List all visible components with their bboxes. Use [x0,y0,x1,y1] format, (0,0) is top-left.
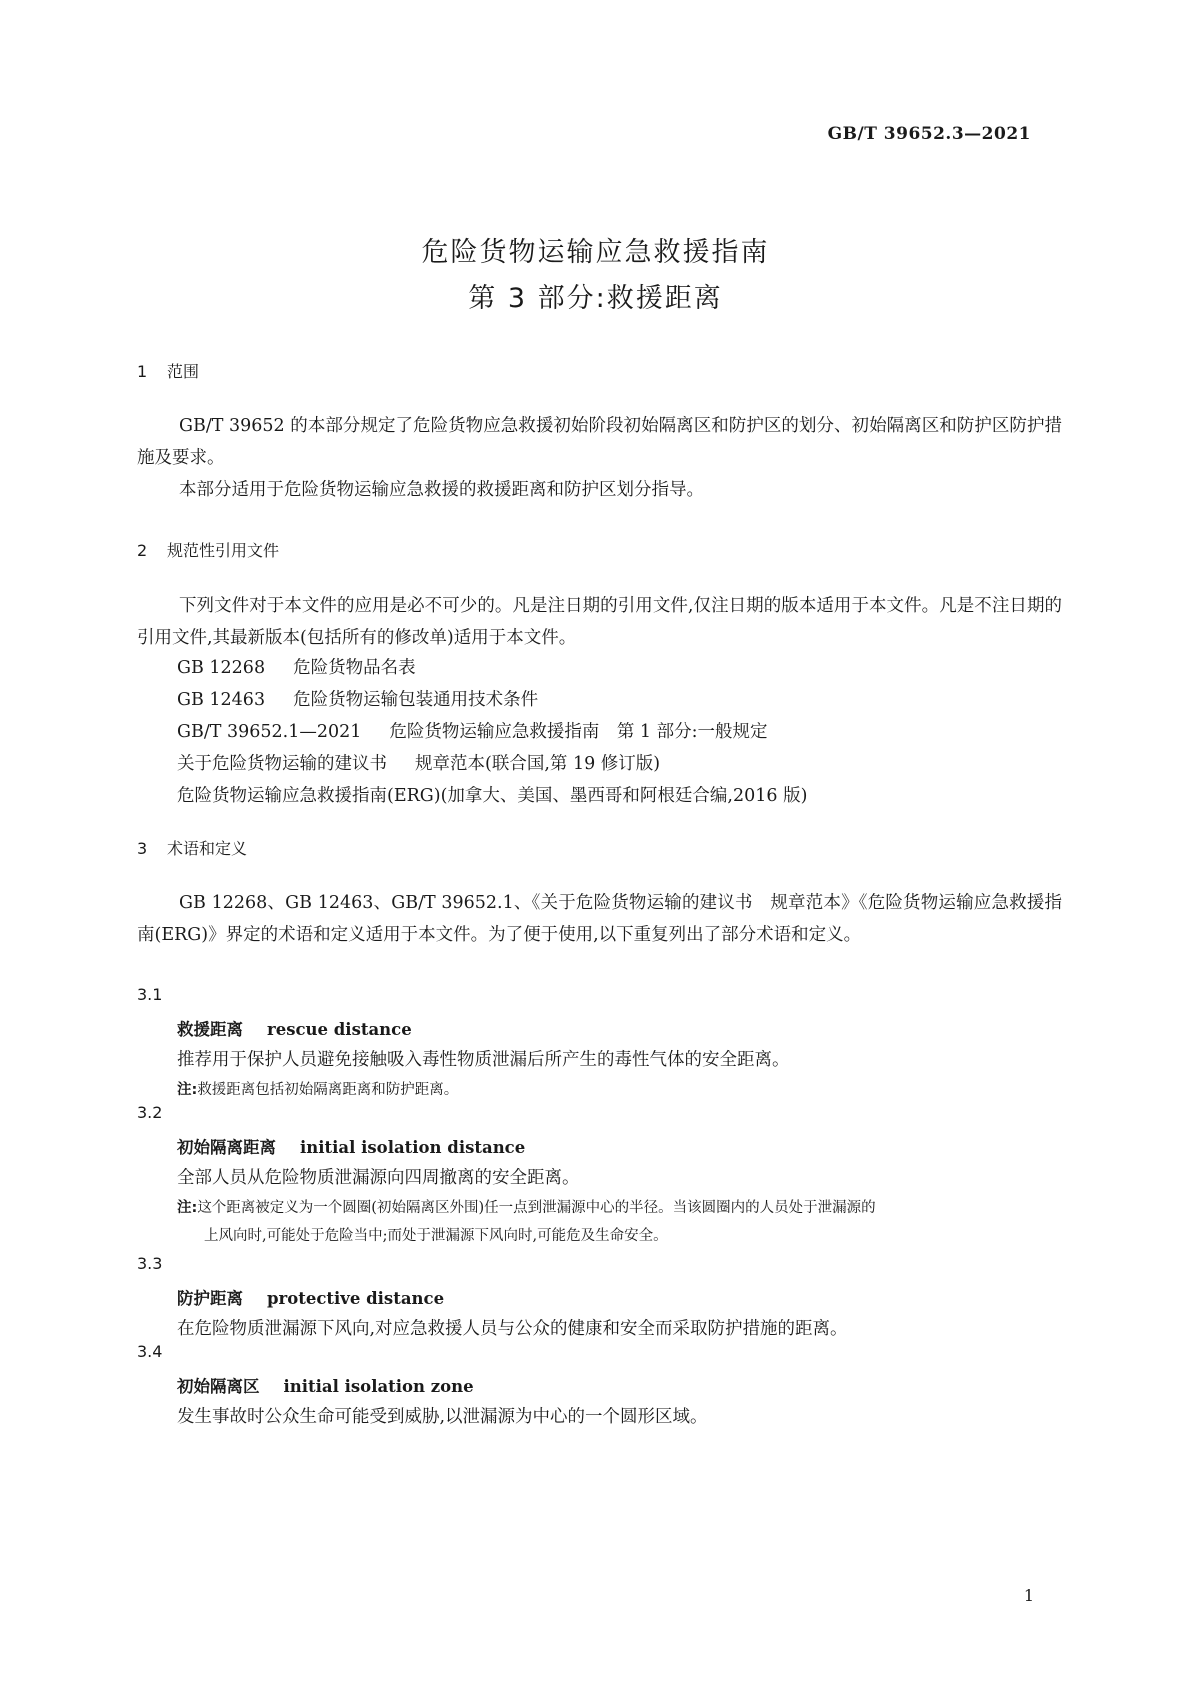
note-label: 注: [177,1082,198,1098]
reference-code: GB 12463 [177,690,266,710]
term-en: rescue distance [267,1020,412,1039]
reference-title: 危险货物运输应急救援指南(ERG)(加拿大、美国、墨西哥和阿根廷合编,2016 版) [177,786,808,806]
term-zh: 初始隔离距离 [177,1138,276,1157]
reference-code: 关于危险货物运输的建议书 [177,754,387,774]
term-number: 3.4 [137,1342,163,1361]
reference-item [177,654,416,679]
section-2-heading [137,538,279,561]
term-zh: 救援距离 [177,1020,243,1039]
section-number: 3 [137,839,148,858]
document-subtitle: 第 3 部分:救援距离 [468,283,723,314]
section-1-heading [137,359,199,382]
paragraph: GB 12268、GB 12463、GB/T 39652.1、《关于危险货物运输的建议书 规章范本》《危险货物运输应急救援指南(ERG)》界定的术语和定义适用于本文件。为了便于使用,以下重复列出了部分术语和定义。 [137,893,1062,945]
term-definition: 发生事故时公众生命可能受到威胁,以泄漏源为中心的一个圆形区域。 [177,1407,708,1427]
note-text: 救援距离包括初始隔离距离和防护距离。 [197,1082,459,1098]
term-en: initial isolation distance [300,1138,526,1157]
term-en: initial isolation zone [283,1377,474,1396]
reference-item [177,718,768,743]
term-heading [177,1373,474,1397]
term-number: 3.1 [137,985,163,1004]
reference-title: 危险货物运输包装通用技术条件 [293,690,539,710]
section-number: 1 [137,362,148,381]
paragraph: 本部分适用于危险货物运输应急救援的救援距离和防护区划分指导。 [179,480,704,500]
term-note [177,1196,876,1217]
section-number: 2 [137,541,148,560]
reference-code: GB 12268 [177,658,266,678]
section-1-body [137,410,1062,506]
section-title: 术语和定义 [167,839,248,858]
term-number: 3.2 [137,1103,163,1122]
paragraph: GB/T 39652 的本部分规定了危险货物应急救援初始阶段初始隔离区和防护区的划分、初始隔离区和防护区防护措施及要求。 [137,416,1062,468]
page-number: 1 [1023,1586,1034,1605]
term-zh: 初始隔离区 [177,1377,260,1396]
section-title: 范围 [167,362,200,381]
note-label: 注: [177,1200,198,1216]
reference-item [177,686,538,711]
term-definition: 在危险物质泄漏源下风向,对应急救援人员与公众的健康和安全而采取防护措施的距离。 [177,1319,848,1339]
reference-code: GB/T 39652.1—2021 [177,722,362,742]
reference-item [177,750,660,775]
term-note [177,1078,458,1099]
term-heading [177,1134,525,1158]
note-text: 这个距离被定义为一个圆圈(初始隔离区外围)任一点到泄漏源中心的半径。当该圆圈内的人员处于泄漏源的 [197,1200,876,1216]
reference-title: 危险货物品名表 [293,658,416,678]
section-3-body [137,887,1062,951]
term-definition: 推荐用于保护人员避免接触吸入毒性物质泄漏后所产生的毒性气体的安全距离。 [177,1050,790,1070]
term-heading [177,1285,444,1309]
reference-item [177,782,807,807]
section-title: 规范性引用文件 [167,541,280,560]
standard-code: GB/T 39652.3—2021 [827,124,1031,144]
term-definition: 全部人员从危险物质泄漏源向四周撤离的安全距离。 [177,1168,580,1188]
term-zh: 防护距离 [177,1289,243,1308]
term-heading [177,1016,412,1040]
section-2-body [137,590,1062,654]
reference-title: 规章范本(联合国,第 19 修订版) [415,754,661,774]
term-en: protective distance [267,1289,445,1308]
reference-title: 危险货物运输应急救援指南 第 1 部分:一般规定 [389,722,768,742]
section-3-heading [137,836,247,859]
paragraph: 下列文件对于本文件的应用是必不可少的。凡是注日期的引用文件,仅注日期的版本适用于本文件。凡是不注日期的引用文件,其最新版本(包括所有的修改单)适用于本文件。 [137,596,1062,648]
document-title: 危险货物运输应急救援指南 [421,237,770,268]
term-note-continuation: 上风向时,可能处于危险当中;而处于泄漏源下风向时,可能危及生命安全。 [204,1228,668,1244]
term-number: 3.3 [137,1254,163,1273]
